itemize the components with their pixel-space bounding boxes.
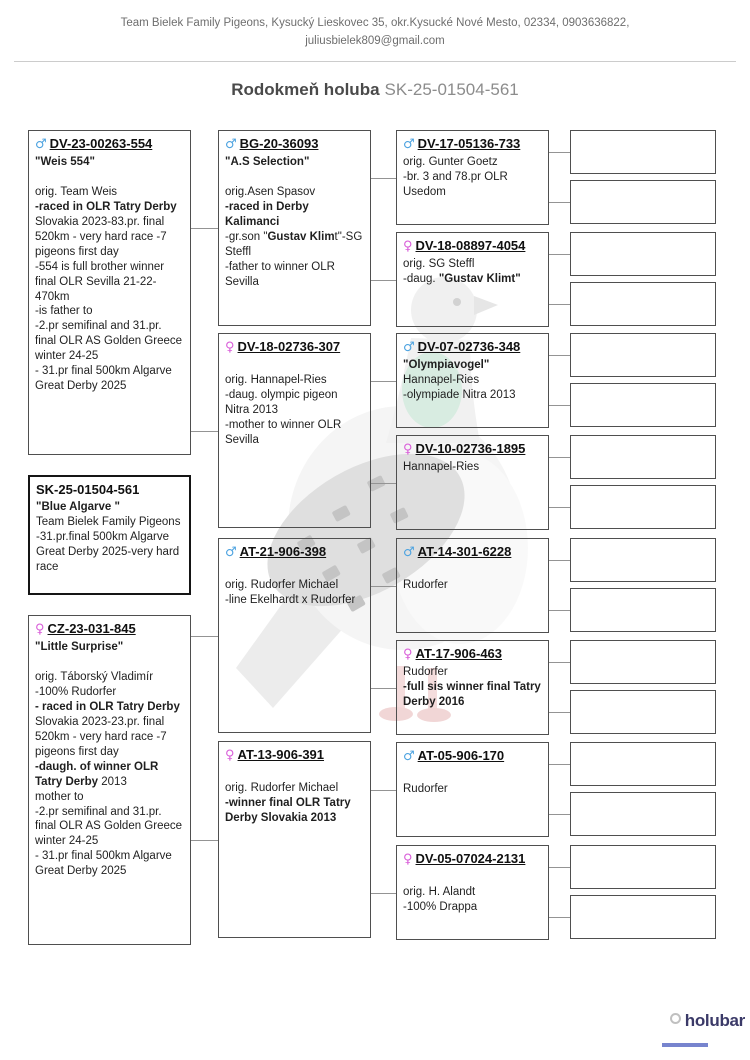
pedigree-box-CZ-23-031-845 [28,615,191,945]
box-text-line: -winner final OLR Tatry Derby Slovakia 2013 [225,796,351,824]
ring-number: CZ-23-031-845 [47,621,136,636]
connector-line [549,254,570,255]
pedigree-box-DV-05-07024-2131 [396,845,549,940]
page-title [0,80,750,100]
ring-number: DV-07-02736-348 [417,339,521,354]
box-text-line: -father to winner OLR Sevilla [225,260,335,288]
connector-line [371,280,396,281]
pedigree-box-empty [570,690,716,734]
connector-line [549,917,570,918]
box-text-line: -100% Rudorfer [35,685,117,698]
male-icon: ♂ [225,137,237,152]
ring-row [35,136,184,154]
ring-number: DV-10-02736-1895 [415,441,526,456]
box-text-line: -554 is full brother winner final OLR Sevilla 21-22-470km [35,260,165,303]
connector-line [549,610,570,611]
female-icon: ♀ [403,852,413,867]
box-text-line [403,563,542,578]
male-icon: ♂ [403,749,415,764]
box-text-line [35,655,184,670]
box-text-line: orig. SG Steffl [403,257,475,270]
connector-line [549,405,570,406]
ring-row [403,748,542,766]
pedigree-box-empty [570,792,716,836]
ring-row [403,441,542,459]
connector-line [191,636,218,637]
box-text-line: -100% Drappa [403,900,478,913]
connector-line [549,355,570,356]
connector-line [549,662,570,663]
box-text-line: -2.pr semifinal and 31.pr. final OLR AS Golden Greece winter 24-25 [35,320,183,363]
box-text-line: mother to [35,790,84,803]
box-text-line: Rudorfer [403,578,448,591]
box-text-line: "Weis 554" [35,155,95,168]
box-text-line: -raced in OLR Tatry Derby Slovakia 2023-83.pr. final 520km - very hard race -7 pigeons first day [35,200,177,258]
box-text-line: -gr.son "Gustav Klimt"-SG Steffl [225,230,363,258]
male-icon: ♂ [225,545,237,560]
box-text-line: orig. Rudorfer Michael [225,578,339,591]
connector-line [549,867,570,868]
box-text-line: -daug. "Gustav Klimt" [403,272,521,285]
pedigree-box-DV-18-02736-307 [218,333,371,528]
connector-line [371,483,396,484]
ring-number: AT-17-906-463 [415,646,503,661]
ring-number: DV-18-02736-307 [237,339,341,354]
pedigree-box-empty [570,845,716,889]
pedigree-box-AT-13-906-391 [218,741,371,938]
pedigree-box-empty [570,232,716,276]
pedigree-box-DV-17-05136-733 [396,130,549,225]
box-text-line [225,563,364,578]
header-line1: Team Bielek Family Pigeons, Kysucký Lieskovec 35, okr.Kysucké Nové Mesto, 02334, 0903636822, [120,17,630,29]
connector-line [549,764,570,765]
pedigree-box-empty [570,588,716,632]
box-text-line: "Blue Algarve " [36,500,120,513]
box-text-line: orig. Rudorfer Michael [225,781,339,794]
ring-row [403,646,542,664]
female-icon: ♀ [403,442,413,457]
box-text-line: "Olympiavogel" [403,358,490,371]
pedigree-box-DV-18-08897-4054 [396,232,549,327]
box-text-line: -2.pr semifinal and 31.pr. final OLR AS Golden Greece winter 24-25 [35,805,183,848]
box-text-line: - 31.pr final 500km Algarve Great Derby 2025 [35,365,172,393]
box-text-line [35,170,184,185]
connector-line [371,688,396,689]
title-ring-number: SK-25-01504-561 [384,80,519,99]
connector-line [191,840,218,841]
box-text-line: orig. Táborský Vladimír [35,670,154,683]
male-icon: ♂ [403,340,415,355]
connector-line [371,586,396,587]
connector-line [371,893,396,894]
ring-row [403,339,542,357]
box-text-line [225,766,364,781]
ring-number: BG-20-36093 [239,136,319,151]
box-text-line: orig. Team Weis [35,185,118,198]
pedigree-box-empty [570,742,716,786]
female-icon: ♀ [35,622,45,637]
box-text-line: -line Ekelhardt x Rudorfer [225,593,356,606]
pedigree-box-AT-05-906-170 [396,742,549,837]
ring-number: DV-05-07024-2131 [415,851,526,866]
box-text-line [403,767,542,782]
ring-row [36,482,183,499]
header-divider [14,61,736,62]
pedigree-box-AT-17-906-463 [396,640,549,735]
box-text-line: -daug. olympic pigeon Nitra 2013 [225,388,338,416]
box-text-line: -daugh. of winner OLR Tatry Derby 2013 [35,760,159,788]
male-icon: ♂ [35,137,47,152]
connector-line [549,560,570,561]
logo-text: holubar [684,1011,745,1030]
ring-row [403,544,542,562]
box-text-line: - 31.pr final 500km Algarve Great Derby 2025 [35,850,172,878]
loft-header [0,15,750,51]
connector-line [371,381,396,382]
box-text-line: "Little Surprise" [35,640,124,653]
box-text-line [403,870,542,885]
holubar-logo [640,1011,745,1031]
ring-number: DV-17-05136-733 [417,136,521,151]
box-text-line: -raced in Derby Kalimanci [225,200,309,228]
ring-number: AT-13-906-391 [237,747,325,762]
ring-number: AT-05-906-170 [417,748,505,763]
female-icon: ♀ [403,239,413,254]
box-text-line [225,358,364,373]
female-icon: ♀ [403,647,413,662]
connector-line [549,457,570,458]
connector-line [371,178,396,179]
box-text-line: Hannapel-Ries [403,460,480,473]
pedigree-box-empty [570,130,716,174]
box-text-line: orig. Gunter Goetz [403,155,498,168]
box-text-line: Team Bielek Family Pigeons [36,515,181,528]
female-icon: ♀ [225,748,235,763]
pedigree-box-DV-07-02736-348 [396,333,549,428]
ring-row [403,136,542,154]
box-text-line: -31.pr.final 500km Algarve Great Derby 2025-very hard race [36,530,180,573]
ring-row [403,238,542,256]
connector-line [549,304,570,305]
pedigree-box-empty [570,333,716,377]
pedigree-box-DV-23-00263-554 [28,130,191,455]
ring-row [225,544,364,562]
connector-line [371,790,396,791]
ring-number: DV-23-00263-554 [49,136,153,151]
box-text-line: Rudorfer [403,665,448,678]
connector-line [549,814,570,815]
pedigree-box-AT-21-906-398 [218,538,371,733]
pedigree-box-DV-10-02736-1895 [396,435,549,530]
ring-number: AT-21-906-398 [239,544,327,559]
pedigree-box-empty [570,485,716,529]
box-text-line: -br. 3 and 78.pr OLR Usedom [403,170,508,198]
ring-row [225,136,364,154]
female-icon: ♀ [225,340,235,355]
box-text-line: orig. H. Alandt [403,885,476,898]
box-text-line: -full sis winner final Tatry Derby 2016 [403,680,541,708]
box-text-line: orig. Hannapel-Ries [225,373,327,386]
pedigree-box-empty [570,895,716,939]
box-text-line: "A.S Selection" [225,155,310,168]
box-text-line: Hannapel-Ries [403,373,480,386]
title-label: Rodokmeň holuba [231,80,380,99]
box-text-line: Rudorfer [403,782,448,795]
connector-line [191,228,218,229]
box-text-line: -olympiade Nitra 2013 [403,388,516,401]
box-text-line: -is father to [35,305,93,318]
ring-row [225,339,364,357]
pedigree-box-BG-20-36093 [218,130,371,326]
pedigree-box-empty [570,282,716,326]
box-text-line: - raced in OLR Tatry Derby Slovakia 2023-23.pr. final 520km - very hard race -7 pigeons first day [35,700,180,758]
ring-row [35,621,184,639]
ring-row [403,851,542,869]
connector-line [191,431,218,432]
connector-line [549,202,570,203]
box-text-line [225,170,364,185]
connector-line [549,152,570,153]
logo-dot-icon [670,1013,681,1024]
pedigree-box-empty [570,383,716,427]
header-line2: juliusbielek809@gmail.com [305,34,445,47]
pedigree-box-AT-14-301-6228 [396,538,549,633]
pedigree-box-empty [570,640,716,684]
ring-number: DV-18-08897-4054 [415,238,526,253]
box-text-line: orig.Asen Spasov [225,185,316,198]
ring-row [225,747,364,765]
connector-line [549,507,570,508]
pedigree-box-empty [570,180,716,224]
logo-underline-bar [662,1043,708,1047]
connector-line [549,712,570,713]
pedigree-box-empty [570,538,716,582]
box-text-line: -mother to winner OLR Sevilla [225,418,342,446]
ring-number: AT-14-301-6228 [417,544,512,559]
male-icon: ♂ [403,545,415,560]
pedigree-box-SK-25-01504-561 [28,475,191,595]
ring-number: SK-25-01504-561 [36,482,140,497]
pedigree-box-empty [570,435,716,479]
male-icon: ♂ [403,137,415,152]
